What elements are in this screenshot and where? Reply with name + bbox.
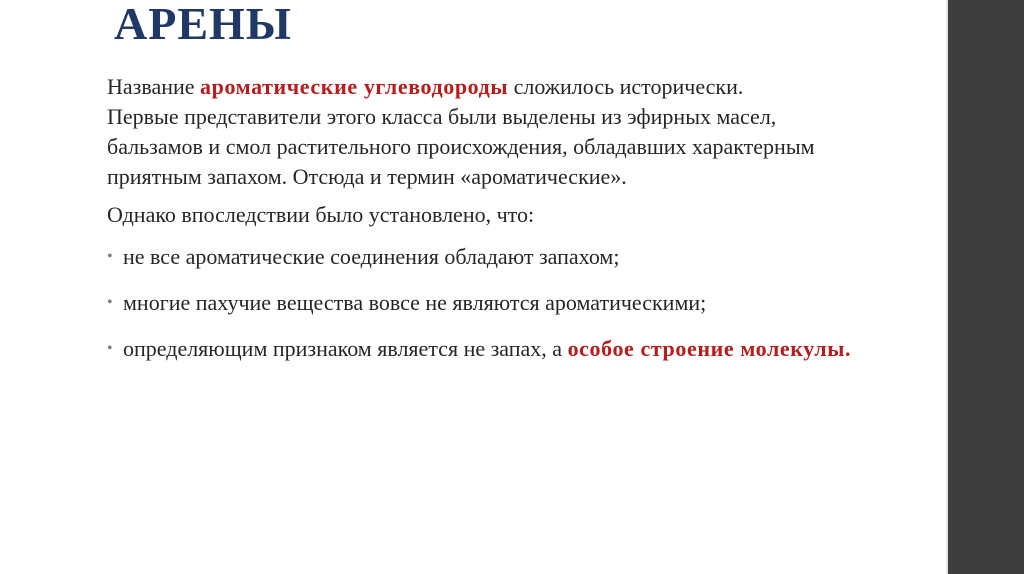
intro-text-before: Название bbox=[107, 74, 201, 99]
bullet-icon: • bbox=[107, 294, 113, 311]
lead-in-paragraph: Однако впоследствии было установлено, что: bbox=[107, 202, 535, 227]
intro-highlight: ароматические углеводороды bbox=[200, 74, 509, 99]
slide-body bbox=[107, 72, 867, 364]
intro-paragraph bbox=[107, 72, 867, 102]
bullet-icon: • bbox=[107, 248, 113, 265]
bullet-item bbox=[107, 334, 867, 364]
bullet-list bbox=[107, 242, 867, 364]
intro-text-after: сложилось исторически. bbox=[508, 74, 744, 99]
bullet-icon: • bbox=[107, 340, 113, 357]
bullet-text: не все ароматические соединения обладают запахом; bbox=[123, 244, 620, 269]
history-paragraph: Первые представители этого класса были выделены из эфирных масел, бальзамов и смол растительного происхождения, обладавших характерным приятным запахом. Отсюда и термин «ароматические». bbox=[107, 104, 815, 189]
sidebar-panel bbox=[948, 0, 1024, 574]
bullet-item bbox=[107, 242, 867, 272]
bullet-highlight: особое строение молекулы. bbox=[567, 336, 852, 361]
bullet-text: определяющим признаком является не запах, а bbox=[123, 336, 568, 361]
slide-title: АРЕНЫ bbox=[114, 0, 292, 49]
bullet-item bbox=[107, 288, 867, 318]
bullet-text: многие пахучие вещества вовсе не являются ароматическими; bbox=[123, 290, 707, 315]
